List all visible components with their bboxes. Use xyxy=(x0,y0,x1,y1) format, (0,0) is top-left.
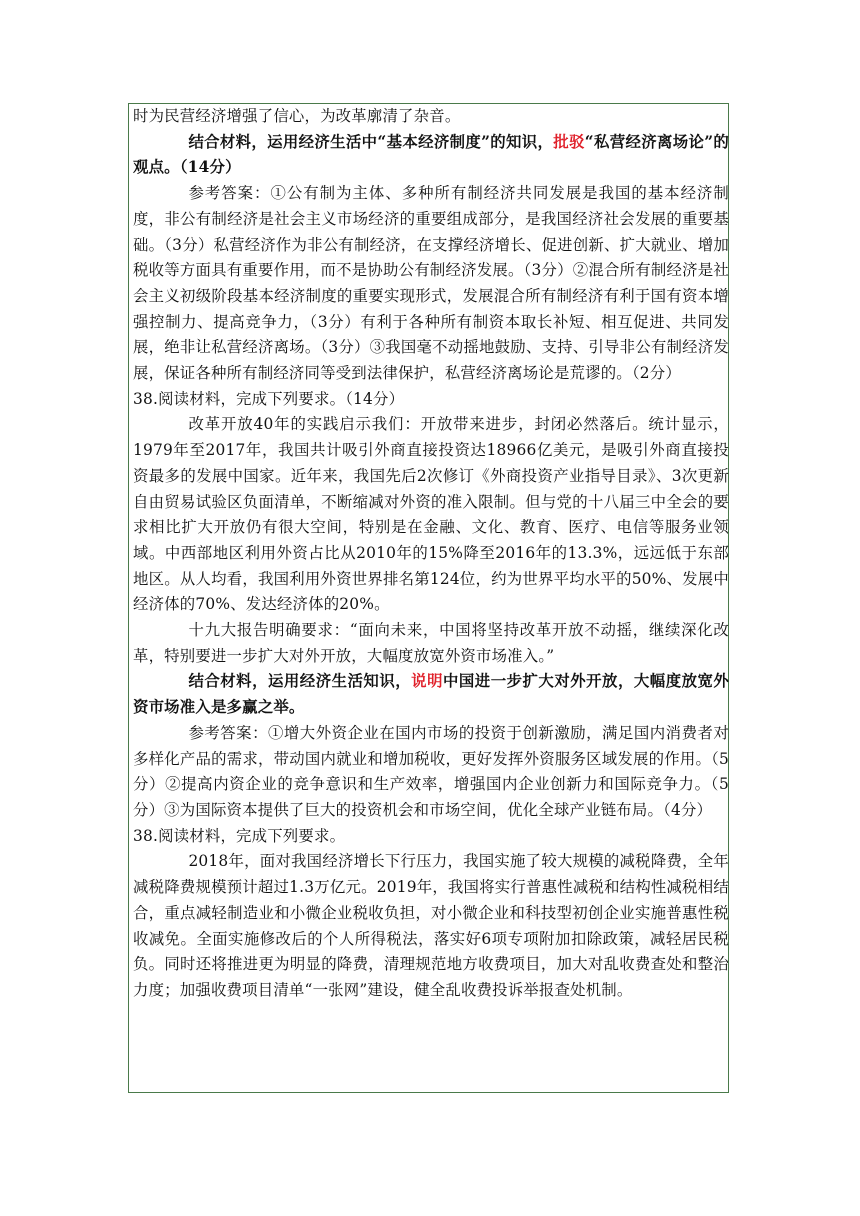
question-1-text: 结合材料，运用经济生活中“基本经济制度”的知识， xyxy=(188,132,554,151)
question-2-keyword: 说明 xyxy=(411,672,443,691)
question-38b-heading: 38.阅读材料，完成下列要求。 xyxy=(133,826,346,845)
question-2 xyxy=(133,669,729,720)
material-3-paragraph: 2018年，面对我国经济增长下行压力，我国实施了较大规模的减税降费，全年减税降费规模预计超过1.3万亿元。2019年，我国将实行普惠性减税和结构性减税相结合，重点减轻制造业和小微企业税收负担，对小微企业和科技型初创企业实施普惠性税收减免。全面实施修改后的个人所得税法，落实好6项专项附加扣除政策，减轻居民税负。同时还将推进更为明显的降费，清理规范地方收费项目，加大对乱收费查处和整治力度；加强收费项目清单“一张网”建设，健全乱收费投诉举报查处机制。 xyxy=(133,852,729,999)
question-1-keyword: 批驳 xyxy=(553,132,585,151)
question-1 xyxy=(133,130,729,181)
document-body xyxy=(133,104,729,1004)
material-2-paragraph-2: 十九大报告明确要求：“面向未来，中国将坚持改革开放不动摇，继续深化改革，特别要进一步扩大对外开放，大幅度放宽外资市场准入。” xyxy=(133,621,729,665)
material-2-paragraph-1: 改革开放40年的实践启示我们：开放带来进步，封闭必然落后。统计显示，1979年至2017年，我国共计吸引外商直接投资达18966亿美元，是吸引外商直接投资最多的发展中国家。近年来，我国先后2次修订《外商投资产业指导目录》、3次更新自由贸易试验区负面清单，不断缩减对外资的准入限制。但与党的十八届三中全会的要求相比扩大开放仍有很大空间，特别是在金融、文化、教育、医疗、电信等服务业领域。中西部地区利用外资占比从2010年的15%降至2016年的13.3%，远远低于东部地区。从人均看，我国利用外资世界排名第124位，约为世界平均水平的50%、发展中经济体的70%、发达经济体的20%。 xyxy=(133,415,729,614)
answer-1: 参考答案：①公有制为主体、多种所有制经济共同发展是我国的基本经济制度，非公有制经济是社会主义市场经济的重要组成部分，是我国经济社会发展的重要基础。（3分）私营经济作为非公有制经济，在支撑经济增长、促进创新、扩大就业、增加税收等方面具有重要作用，而不是协助公有制经济发展。（3分）②混合所有制经济是社会主义初级阶段基本经济制度的重要实现形式，发展混合所有制经济有利于国有资本增强控制力、提高竞争力，（3分）有利于各种所有制资本取长补短、相互促进、共同发展，绝非让私营经济离场。（3分）③我国毫不动摇地鼓励、支持、引导非公有制经济发展，保证各种所有制经济同等受到法律保护，私营经济离场论是荒谬的。（2分） xyxy=(133,184,729,383)
material-end-line: 时为民营经济增强了信心，为改革廓清了杂音。 xyxy=(133,107,461,125)
question-2-text: 结合材料，运用经济生活知识， xyxy=(188,672,412,691)
question-1-text-end: “私营经济离场论”的观点。（14分） xyxy=(133,132,729,177)
question-2-text-end: 中国进一步扩大对外开放，大幅度放宽外资市场准入是多赢之举。 xyxy=(133,672,730,717)
question-38-heading: 38.阅读材料，完成下列要求。（14分） xyxy=(133,389,405,408)
answer-2: 参考答案：①增大外资企业在国内市场的投资于创新激励，满足国内消费者对多样化产品的需求，带动国内就业和增加税收，更好发挥外资服务区域发展的作用。（5分）②提高内资企业的竞争意识和生产效率，增强国内企业创新力和国际竞争力。（5分）③为国际资本提供了巨大的投资机会和市场空间，优化全球产业链布局。（4分） xyxy=(133,723,729,819)
